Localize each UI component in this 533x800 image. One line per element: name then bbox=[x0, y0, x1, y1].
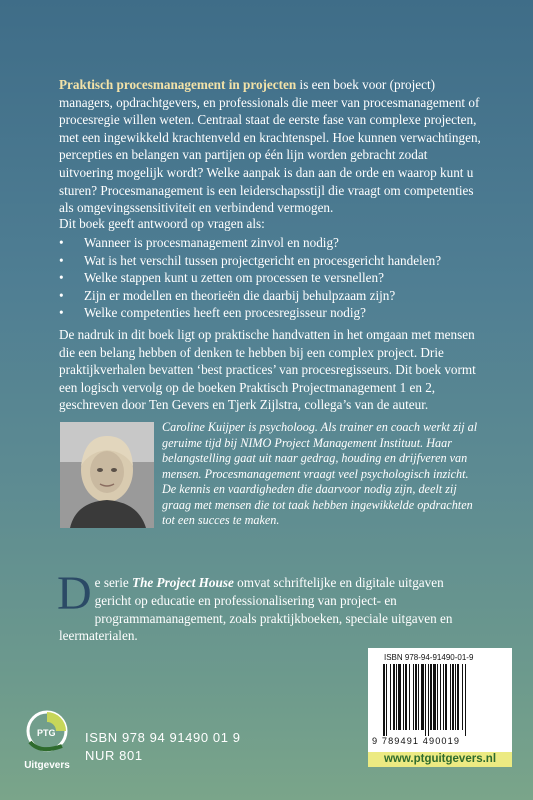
bullet-icon: • bbox=[59, 252, 64, 268]
list-item: • Zijn er modellen en theorieën die daarbij behulpzaam zijn? bbox=[59, 287, 396, 303]
nur-text: NUR 801 bbox=[85, 748, 143, 763]
isbn-block bbox=[85, 729, 241, 765]
list-item: • Wanneer is procesmanagement zinvol en nodig? bbox=[59, 235, 339, 250]
author-bio: Caroline Kuijper is psycholoog. Als trainer en coach werkt zij al geruime tijd bij NIMO Project Management Instituut. Haar belangstelling gaat uit naar gedrag, houding en drijfveren van mensen. Procesmanagement vraagt veel psychologisch inzicht. De kennis en vaardigheden die daarvoor nodig zijn, deelt zij graag met mensen die tot taak hebben ingewikkelde opdrachten tot een succes te maken. bbox=[162, 420, 478, 527]
bullet-icon: • bbox=[59, 235, 64, 250]
barcode-isbn-label: ISBN 978-94-91490-01-9 bbox=[384, 653, 474, 662]
barcode-bar bbox=[465, 664, 466, 736]
bullet-icon: • bbox=[59, 287, 64, 303]
bullet-icon: • bbox=[59, 270, 64, 286]
isbn-text: ISBN 978 94 91490 01 9 bbox=[85, 730, 241, 745]
intro-text: is een boek voor (project) managers, opdrachtgevers, en professionals die meer van procesmanagement of procesregie willen weten. Centraal staat de eerste fase van complexe projecten, met een ingewikkeld krachtenveld en krachtenspel. Hoe kunnen verwachtingen, percepties en belangen van partijen op één lijn worden gebracht zodat uitvoering mogelijk wordt? Welke aanpak is dan aan de orde en waarop kunt u sturen? Procesmanagement is een leiderschapsstijl die vraagt om competenties als omgevingssensitiviteit en verbindend vermogen. bbox=[59, 77, 481, 216]
barcode-bar bbox=[450, 664, 451, 730]
series-paragraph: De serie The Project House omvat schriftelijke en digitale uitgaven gericht op educatie en professionalisering van project- en programmamanagement, zoals praktijkboeken, speciale uitgaven en leermaterialen. bbox=[57, 567, 453, 644]
barcode-bar bbox=[405, 664, 407, 730]
barcode-bar bbox=[462, 664, 463, 730]
barcode-bar bbox=[383, 664, 385, 736]
barcode-bar bbox=[386, 664, 387, 736]
barcode-bar bbox=[437, 664, 438, 730]
emphasis-paragraph: De nadruk in dit boek ligt op praktische handvatten in het omgaan met mensen die een belang hebben of denken te hebben bij een complex project. Drie praktijkverhalen bevatten ‘best practices’ van procesregisseurs. Dit boek vormt een logisch vervolg op de boeken Praktisch Projectmanagement 1 en 2, geschreven door Ten Gevers en Tjerk Zijlstra, collega’s van de auteur. bbox=[59, 327, 476, 413]
barcode-bar bbox=[413, 664, 414, 730]
barcode-bar bbox=[452, 664, 454, 730]
list-item: • Welke competenties heeft een procesregisseur nodig? bbox=[59, 305, 366, 321]
barcode-bar bbox=[418, 664, 419, 730]
barcode-bar bbox=[415, 664, 417, 730]
ptg-logo-icon bbox=[22, 706, 72, 766]
questions-list bbox=[59, 234, 489, 322]
barcode-bar bbox=[428, 664, 429, 736]
barcode-bar bbox=[409, 664, 410, 730]
website-link[interactable]: www.ptguitgevers.nl bbox=[368, 752, 512, 767]
barcode-digits: 9 789491 490019 bbox=[372, 736, 461, 746]
series-title: The Project House bbox=[132, 575, 234, 590]
book-title-highlight: Praktisch procesmanagement in projecten bbox=[59, 77, 297, 92]
barcode-bar bbox=[396, 664, 397, 730]
dropcap: D bbox=[57, 567, 92, 620]
barcode-bar bbox=[455, 664, 456, 730]
barcode-bar bbox=[445, 664, 447, 730]
barcode-bar bbox=[425, 664, 426, 736]
barcode-bar bbox=[430, 664, 432, 730]
author-photo bbox=[60, 422, 154, 528]
barcode-bars bbox=[382, 664, 500, 736]
intro-paragraph bbox=[59, 76, 484, 217]
list-item: • Wat is het verschil tussen projectgericht en procesgericht handelen? bbox=[59, 252, 442, 268]
barcode-bar bbox=[421, 664, 424, 730]
barcode-bar bbox=[398, 664, 401, 730]
barcode-bar bbox=[443, 664, 444, 730]
barcode-bar bbox=[457, 664, 459, 730]
questions-lead: Dit boek geeft antwoord op vragen als: bbox=[59, 216, 265, 231]
publisher-name: Uitgevers bbox=[24, 760, 70, 771]
barcode-bar bbox=[440, 664, 441, 730]
barcode bbox=[368, 648, 512, 752]
logo-abbr: PTG bbox=[37, 728, 56, 738]
barcode-bar bbox=[390, 664, 391, 730]
barcode-bar bbox=[433, 664, 436, 730]
list-item: • Welke stappen kunt u zetten om processen te versnellen? bbox=[59, 270, 384, 286]
bullet-icon: • bbox=[59, 305, 64, 321]
barcode-bar bbox=[403, 664, 404, 730]
barcode-bar bbox=[393, 664, 395, 730]
